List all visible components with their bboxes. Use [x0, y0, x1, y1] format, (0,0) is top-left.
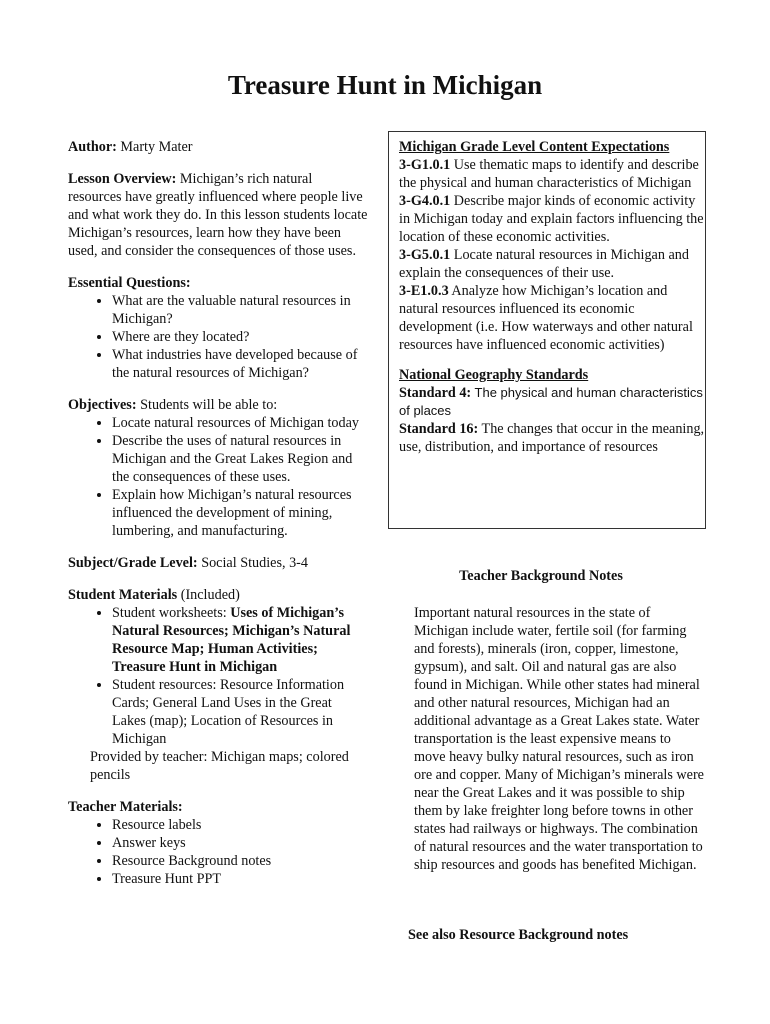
gle-item	[399, 192, 705, 246]
essential-questions	[68, 274, 368, 382]
gle-item	[399, 282, 705, 354]
gle-code: 3-G5.0.1	[399, 247, 451, 263]
list-item: • What industries have developed because of the natural resources of Michigan?	[112, 346, 368, 382]
list-item: • Explain how Michigan’s natural resources influenced the development of mining, lumbering, and manufacturing.	[112, 486, 368, 540]
lesson-overview	[68, 170, 368, 260]
page-title: Treasure Hunt in Michigan	[227, 70, 543, 100]
standards-box	[388, 131, 706, 529]
gle-item	[399, 246, 705, 282]
gle-code: 3-E1.0.3	[399, 283, 449, 299]
list-item: • Answer keys	[112, 834, 368, 852]
worksheets-titles: Uses of Michigan’s Natural Resources; Michigan’s Natural Resource Map; Human Activities; Treasure Hunt in Michigan	[112, 605, 351, 675]
objectives	[68, 396, 368, 540]
overview-label: Lesson Overview:	[68, 171, 177, 187]
standard-4-text: The physical and human characteristics of places	[399, 385, 703, 418]
gle-text: Use thematic maps to identify and describe the physical and human characteristics of Michigan	[399, 157, 699, 191]
list-item: • Resource labels	[112, 816, 368, 834]
objectives-list	[68, 414, 368, 540]
gle-text: Describe major kinds of economic activity in Michigan today and explain factors influencing the location of these economic activities.	[399, 193, 704, 245]
standard-16-label: Standard 16:	[399, 421, 479, 437]
gle-code: 3-G1.0.1	[399, 157, 451, 173]
author-label: Author:	[68, 139, 117, 155]
subject-value: Social Studies, 3-4	[197, 555, 308, 571]
standard-16-text: The changes that occur in the meaning, use, distribution, and importance of resources	[399, 421, 705, 455]
author-line	[68, 138, 368, 156]
list-item: • Student resources: Resource Information Cards; General Land Uses in the Great Lakes (map); Location of Resources in Michigan	[112, 676, 368, 748]
gle-code: 3-G4.0.1	[399, 193, 451, 209]
objectives-label: Objectives:	[68, 397, 137, 413]
essential-questions-list	[68, 292, 368, 382]
list-item: • Resource Background notes	[112, 852, 368, 870]
left-column	[68, 138, 368, 888]
author-value: Marty Mater	[116, 139, 193, 155]
worksheets-label: Student worksheets:	[112, 605, 231, 621]
see-also-note: See also Resource Background notes	[408, 927, 629, 943]
list-item: • Treasure Hunt PPT	[112, 870, 368, 888]
standard-4-label: Standard 4:	[399, 385, 472, 401]
gle-item	[399, 156, 705, 192]
spacer	[399, 354, 705, 366]
subject-grade-level	[68, 554, 368, 572]
essential-questions-label: Essential Questions:	[68, 275, 191, 291]
teacher-materials-list	[68, 816, 368, 888]
list-item: • Where are they located?	[112, 328, 368, 346]
national-standards-heading: National Geography Standards	[399, 367, 589, 383]
student-materials-line	[68, 586, 368, 604]
student-materials	[68, 586, 368, 784]
student-materials-list	[68, 604, 368, 748]
list-item: • Describe the uses of natural resources in Michigan and the Great Lakes Region and the consequences of these uses.	[112, 432, 368, 486]
teacher-notes-title: Teacher Background Notes	[459, 568, 623, 584]
objectives-intro: Students will be able to:	[136, 397, 278, 413]
gle-heading: Michigan Grade Level Content Expectations	[399, 139, 670, 155]
gle-text: Analyze how Michigan’s location and natural resources influenced its economic development (i.e. How waterways and other natural resources have influenced economic activities)	[399, 283, 693, 353]
student-materials-note: (Included)	[177, 587, 240, 603]
standard-16	[399, 420, 705, 456]
teacher-materials	[68, 798, 368, 888]
gle-text: Locate natural resources in Michigan and explain the consequences of their use.	[399, 247, 689, 281]
list-item: • What are the valuable natural resources in Michigan?	[112, 292, 368, 328]
list-item: • Locate natural resources of Michigan today	[112, 414, 368, 432]
list-item	[112, 604, 368, 676]
objectives-line	[68, 396, 368, 414]
student-materials-label: Student Materials	[68, 587, 178, 603]
teacher-materials-label: Teacher Materials:	[68, 799, 183, 815]
standard-4	[399, 384, 705, 420]
subject-label: Subject/Grade Level:	[68, 555, 198, 571]
overview-text: Michigan’s rich natural resources have greatly influenced where people live and what work they do. In this lesson students locate Michigan’s resources, learn how they have been used, and consider the consequences of those uses.	[68, 171, 368, 259]
provided-by-teacher: Provided by teacher: Michigan maps; colored pencils	[90, 749, 349, 783]
teacher-notes-body: Important natural resources in the state of Michigan include water, fertile soil (for farming and forests), minerals (iron, copper, limestone, gypsum), and salt. Oil and natural gas are also found in Michigan. While other states had mineral and other natural resources, Michigan had an additional advantage as a Great Lakes state. Water transportation is the least expensive means to move heavy bulky natural resources, such as iron ore and copper. Many of Michigan’s minerals were near the Great Lakes and it was possible to ship them by lake freighter long before towns in other states had railways or highways. The combination of natural resources and the water transportation to ship resources and goods has benefited Michigan.	[414, 605, 704, 873]
